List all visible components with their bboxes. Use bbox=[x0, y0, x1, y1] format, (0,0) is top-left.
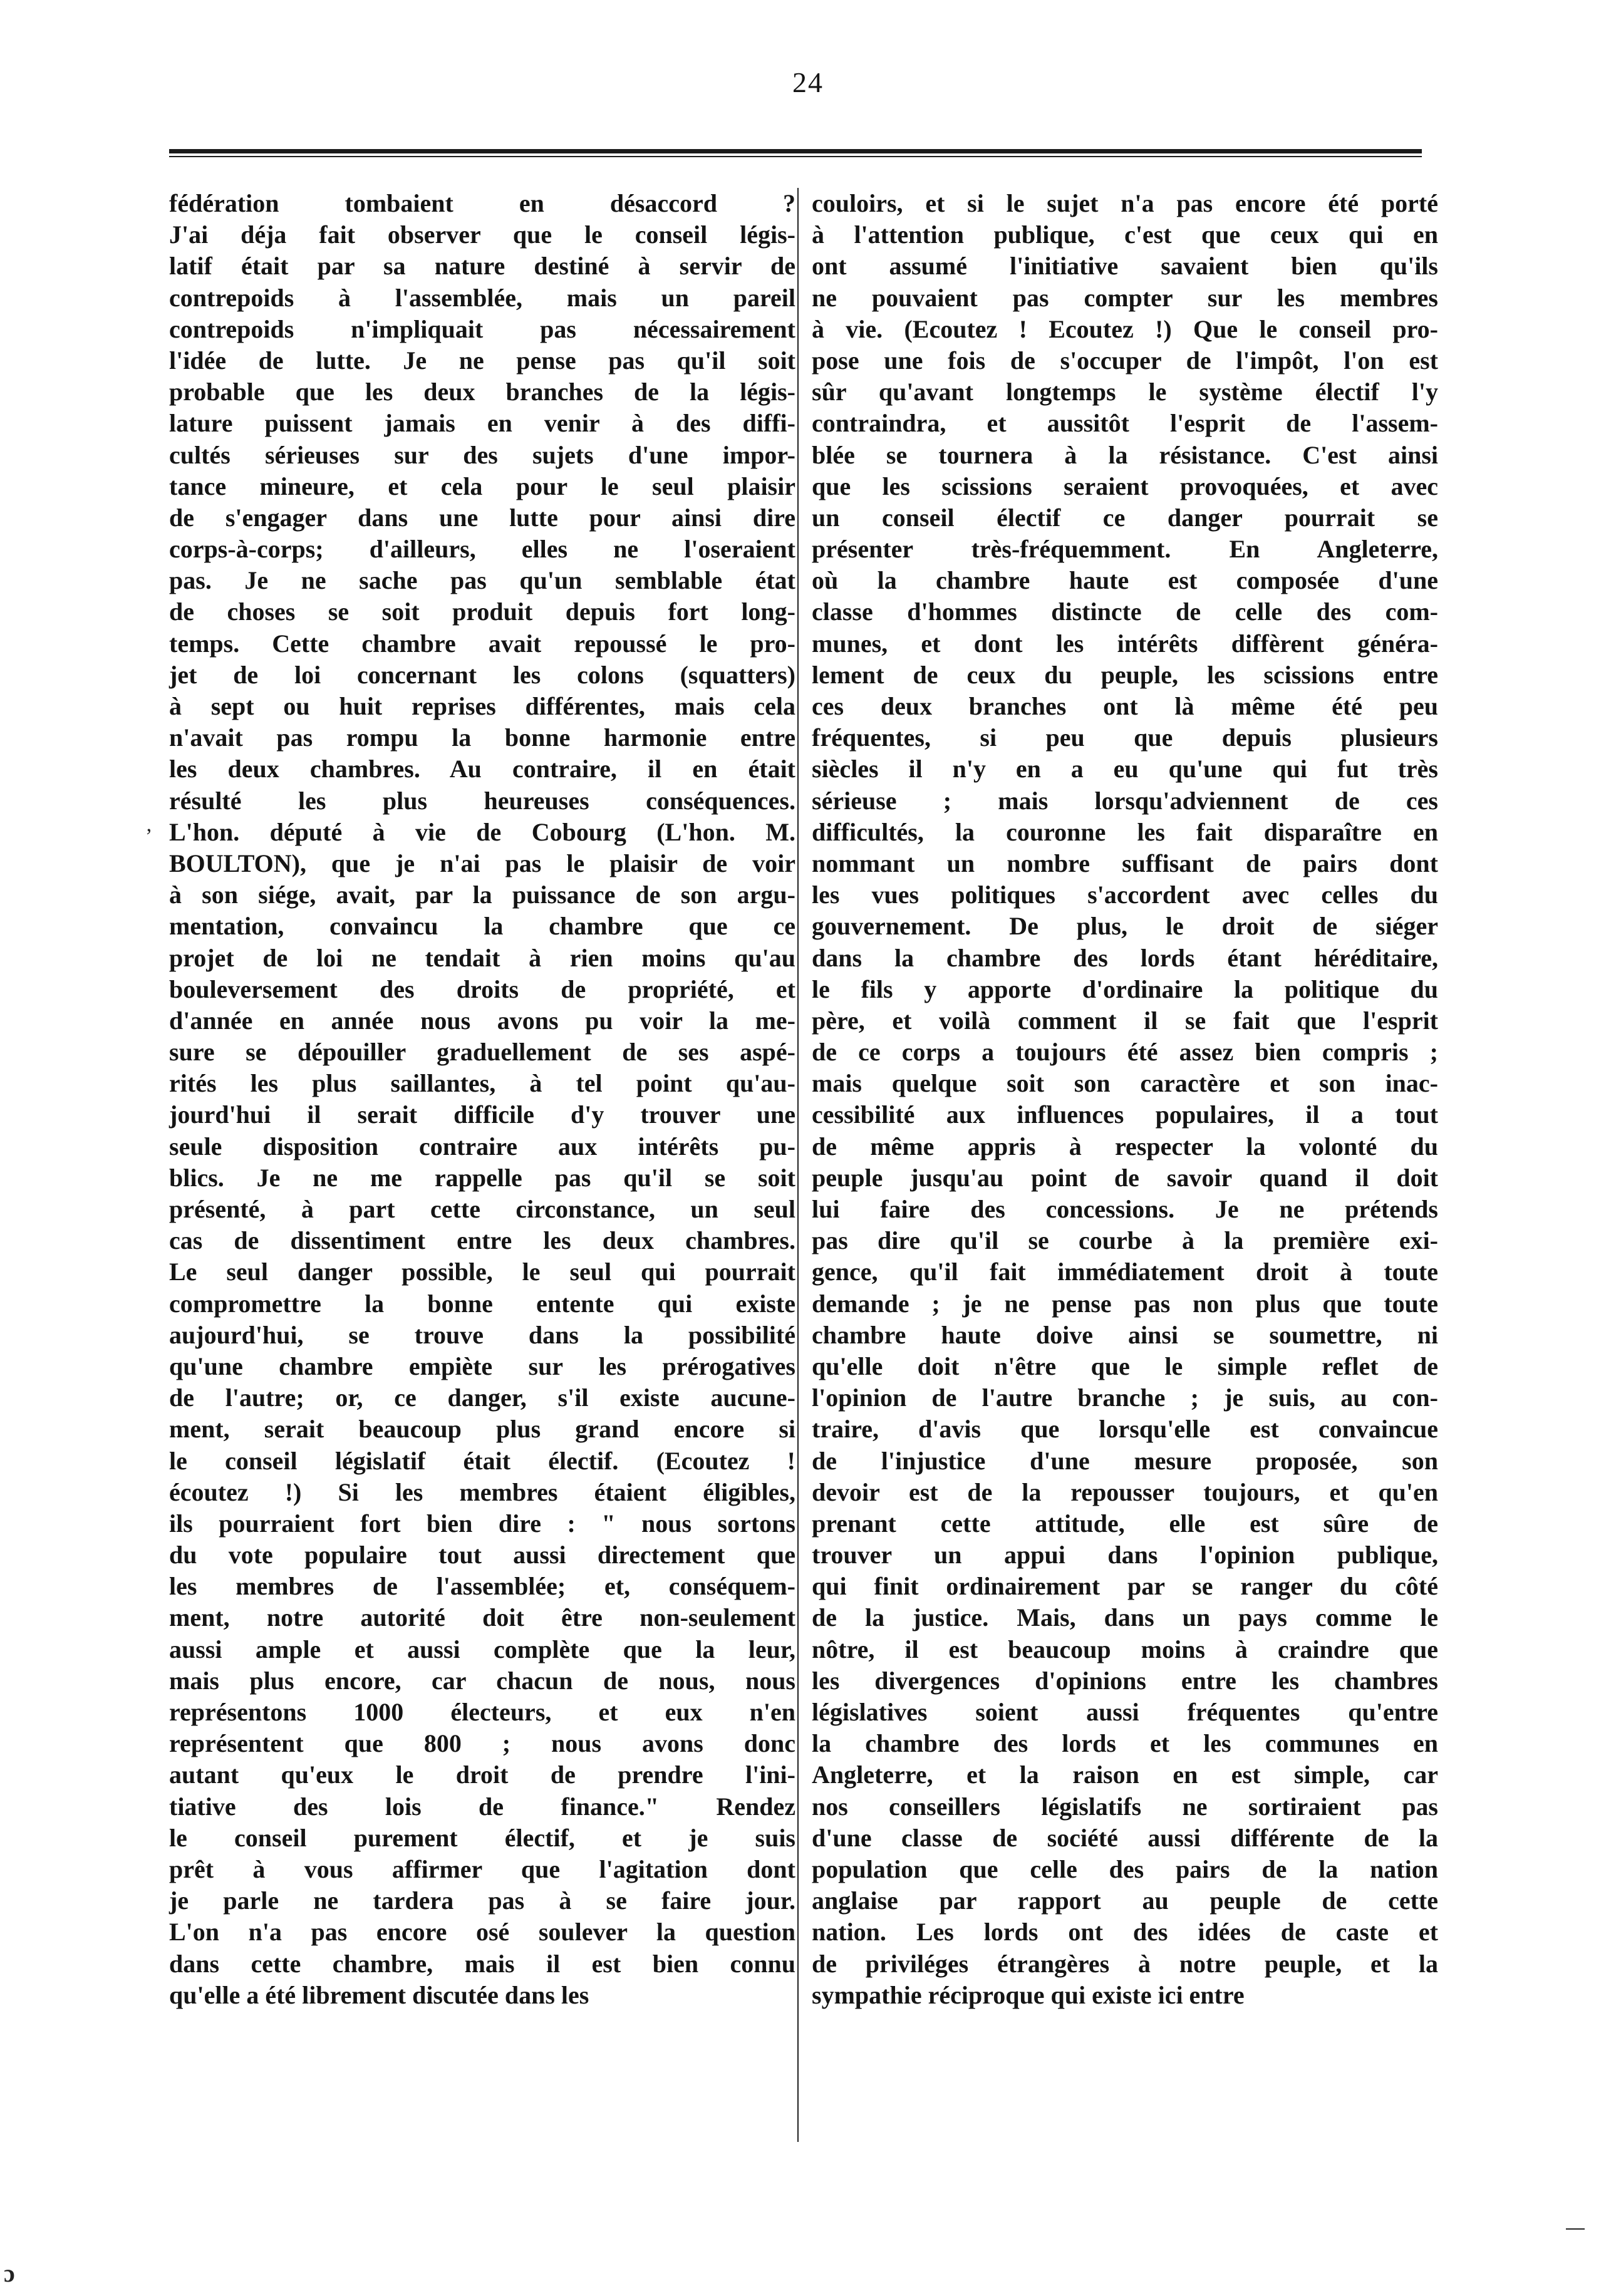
text-line: blics. Je ne me rappelle pas qu'il se soit bbox=[169, 1163, 795, 1192]
text-line: aussi ample et aussi complète que la leur, bbox=[169, 1635, 795, 1663]
text-line: l'opinion de l'autre branche ; je suis, au con- bbox=[812, 1383, 1438, 1412]
text-line: ont assumé l'initiative savaient bien qu'ils bbox=[812, 252, 1438, 281]
text-line: prêt à vous affirmer que l'agitation dont bbox=[169, 1854, 795, 1883]
text-line: traire, d'avis que lorsqu'elle est convaincue bbox=[812, 1415, 1438, 1444]
text-line: la chambre des lords et les communes en bbox=[812, 1729, 1438, 1758]
text-line: présenter très-fréquemment. En Angleterre, bbox=[812, 535, 1438, 564]
text-line: gence, qu'il fait immédiatement droit à toute bbox=[812, 1258, 1438, 1286]
text-line: n'avait pas rompu la bonne harmonie entre bbox=[169, 723, 795, 752]
text-line: à son siége, avait, par la puissance de son argu- bbox=[169, 881, 795, 909]
text-line: présenté, à part cette circonstance, un seul bbox=[169, 1195, 795, 1223]
text-line: ne pouvaient pas compter sur les membres bbox=[812, 283, 1438, 312]
text-line: gouvernement. De plus, le droit de siéger bbox=[812, 912, 1438, 941]
text-line: projet de loi ne tendait à rien moins qu'au bbox=[169, 943, 795, 972]
page-number: 24 bbox=[792, 66, 824, 98]
text-line: les divergences d'opinions entre les chambres bbox=[812, 1666, 1438, 1695]
text-line: de choses se soit produit depuis fort long- bbox=[169, 597, 795, 626]
text-line: L'on n'a pas encore osé soulever la question bbox=[169, 1918, 795, 1947]
text-line: résulté les plus heureuses conséquences. bbox=[169, 786, 795, 815]
text-line: pas. Je ne sache pas qu'un semblable état bbox=[169, 566, 795, 595]
text-line: compromettre la bonne entente qui existe bbox=[169, 1289, 795, 1318]
text-line: lement de ceux du peuple, les scissions entre bbox=[812, 660, 1438, 689]
text-line: jourd'hui il serait difficile d'y trouver une bbox=[169, 1100, 795, 1129]
text-line: de l'autre; or, ce danger, s'il existe aucune- bbox=[169, 1383, 795, 1412]
text-line: législatives soient aussi fréquentes qu'entre bbox=[812, 1698, 1438, 1726]
text-line: mentation, convaincu la chambre que ce bbox=[169, 912, 795, 941]
text-line: fréquentes, si peu que depuis plusieurs bbox=[812, 723, 1438, 752]
text-line: mais quelque soit son caractère et son inac- bbox=[812, 1069, 1438, 1098]
text-line: dans la chambre des lords étant héréditaire, bbox=[812, 943, 1438, 972]
text-line: qu'elle doit n'être que le simple reflet de bbox=[812, 1352, 1438, 1380]
text-line: aujourd'hui, se trouve dans la possibilité bbox=[169, 1320, 795, 1349]
text-line: père, et voilà comment il se fait que l'esprit bbox=[812, 1006, 1438, 1035]
text-line: J'ai déja fait observer que le conseil légis- bbox=[169, 220, 795, 249]
text-line: cas de dissentiment entre les deux chambres. bbox=[169, 1226, 795, 1255]
text-line: qu'elle a été librement discutée dans les bbox=[169, 1980, 589, 2009]
text-line: contrepoids n'impliquait pas nécessairement bbox=[169, 314, 795, 343]
text-line: écoutez !) Si les membres étaient éligibles, bbox=[169, 1477, 795, 1506]
text-line: à l'attention publique, c'est que ceux qui en bbox=[812, 220, 1438, 249]
text-line: représentons 1000 électeurs, et eux n'en bbox=[169, 1698, 795, 1726]
margin-tick-mark: ‚ bbox=[145, 813, 153, 836]
text-line: à sept ou huit reprises différentes, mais cela bbox=[169, 692, 795, 720]
text-line: nation. Les lords ont des idées de caste et bbox=[812, 1918, 1438, 1947]
text-line: de ce corps a toujours été assez bien compris ; bbox=[812, 1038, 1438, 1067]
text-line: prenant cette attitude, elle est sûre de bbox=[812, 1509, 1438, 1538]
text-line: lui faire des concessions. Je ne prétends bbox=[812, 1195, 1438, 1223]
text-line: le conseil purement électif, et je suis bbox=[169, 1823, 795, 1852]
text-line: pas dire qu'il se courbe à la première exi- bbox=[812, 1226, 1438, 1255]
text-line: ces deux branches ont là même été peu bbox=[812, 692, 1438, 720]
text-line: de la justice. Mais, dans un pays comme le bbox=[812, 1603, 1438, 1632]
text-line: d'une classe de société aussi différente de la bbox=[812, 1823, 1438, 1852]
text-line: ils pourraient fort bien dire : " nous sortons bbox=[169, 1509, 795, 1538]
right-column bbox=[812, 188, 1438, 2011]
text-line: population que celle des pairs de la nation bbox=[812, 1854, 1438, 1883]
text-line: où la chambre haute est composée d'une bbox=[812, 566, 1438, 595]
text-line: de priviléges étrangères à notre peuple, et la bbox=[812, 1949, 1438, 1978]
text-line: ment, serait beaucoup plus grand encore si bbox=[169, 1415, 795, 1444]
text-line: de s'engager dans une lutte pour ainsi dire bbox=[169, 503, 795, 532]
text-line: corps-à-corps; d'ailleurs, elles ne l'oseraient bbox=[169, 535, 795, 564]
text-line: Le seul danger possible, le seul qui pourrait bbox=[169, 1258, 795, 1286]
text-line: tance mineure, et cela pour le seul plaisir bbox=[169, 472, 795, 500]
text-line: demande ; je ne pense pas non plus que toute bbox=[812, 1289, 1438, 1318]
text-line: qui finit ordinairement par se ranger du côté bbox=[812, 1572, 1438, 1601]
text-line: contrepoids à l'assemblée, mais un pareil bbox=[169, 283, 795, 312]
text-line: couloirs, et si le sujet n'a pas encore été porté bbox=[812, 189, 1438, 217]
text-line: nommant un nombre suffisant de pairs dont bbox=[812, 849, 1438, 877]
text-line: dans cette chambre, mais il est bien connu bbox=[169, 1949, 795, 1978]
left-column bbox=[169, 188, 795, 2011]
text-line: cultés sérieuses sur des sujets d'une impor- bbox=[169, 440, 795, 469]
text-line: nos conseillers législatifs ne sortiraient pas bbox=[812, 1792, 1438, 1821]
text-line: de l'injustice d'une mesure proposée, son bbox=[812, 1446, 1438, 1475]
text-line: sure se dépouiller graduellement de ses aspé- bbox=[169, 1038, 795, 1067]
text-line: pose une fois de s'occuper de l'impôt, l'on est bbox=[812, 346, 1438, 375]
text-line: le fils y apporte d'ordinaire la politique du bbox=[812, 975, 1438, 1003]
text-line: L'hon. député à vie de Cobourg (L'hon. M. bbox=[169, 817, 795, 846]
text-line: temps. Cette chambre avait repoussé le pro- bbox=[169, 629, 795, 658]
text-line: latif était par sa nature destiné à servir de bbox=[169, 252, 795, 281]
text-line: un conseil électif ce danger pourrait se bbox=[812, 503, 1438, 532]
text-line: de même appris à respecter la volonté du bbox=[812, 1132, 1438, 1161]
text-line: ment, notre autorité doit être non-seulement bbox=[169, 1603, 795, 1632]
text-line: chambre haute doive ainsi se soumettre, ni bbox=[812, 1320, 1438, 1349]
text-line: siècles il n'y en a eu qu'une qui fut très bbox=[812, 755, 1438, 783]
text-line: probable que les deux branches de la légis- bbox=[169, 378, 795, 406]
text-line: difficultés, la couronne les fait disparaître en bbox=[812, 817, 1438, 846]
text-line: classe d'hommes distincte de celle des com- bbox=[812, 597, 1438, 626]
text-line: seule disposition contraire aux intérêts pu- bbox=[169, 1132, 795, 1161]
text-line: mais plus encore, car chacun de nous, nous bbox=[169, 1666, 795, 1695]
text-line: les membres de l'assemblée; et, conséquem- bbox=[169, 1572, 795, 1601]
text-line: lature puissent jamais en venir à des diffi- bbox=[169, 409, 795, 438]
text-line: anglaise par rapport au peuple de cette bbox=[812, 1886, 1438, 1915]
text-line: trouver un appui dans l'opinion publique, bbox=[812, 1541, 1438, 1569]
text-line: du vote populaire tout aussi directement que bbox=[169, 1541, 795, 1569]
text-line: BOULTON), que je n'ai pas le plaisir de voir bbox=[169, 849, 795, 877]
text-line: munes, et dont les intérêts diffèrent généra- bbox=[812, 629, 1438, 658]
text-line: cessibilité aux influences populaires, il a tout bbox=[812, 1100, 1438, 1129]
text-line: fédération tombaient en désaccord ? bbox=[169, 189, 795, 217]
margin-corner-mark: ɔ bbox=[4, 2259, 15, 2287]
text-line: à vie. (Ecoutez ! Ecoutez !) Que le conseil pro- bbox=[812, 314, 1438, 343]
text-line: nôtre, il est beaucoup moins à craindre que bbox=[812, 1635, 1438, 1663]
text-line: sérieuse ; mais lorsqu'adviennent de ces bbox=[812, 786, 1438, 815]
text-line: jet de loi concernant les colons (squatters) bbox=[169, 660, 795, 689]
text-line: rités les plus saillantes, à tel point qu'au- bbox=[169, 1069, 795, 1098]
text-line: peuple jusqu'au point de savoir quand il doit bbox=[812, 1163, 1438, 1192]
text-line: les vues politiques s'accordent avec celles du bbox=[812, 881, 1438, 909]
text-line: d'année en année nous avons pu voir la me- bbox=[169, 1006, 795, 1035]
text-line: contraindra, et aussitôt l'esprit de l'assem- bbox=[812, 409, 1438, 438]
text-line: qu'une chambre empiète sur les prérogatives bbox=[169, 1352, 795, 1380]
text-line: tiative des lois de finance." Rendez bbox=[169, 1792, 795, 1821]
text-line: autant qu'eux le droit de prendre l'ini- bbox=[169, 1761, 795, 1789]
text-line: Angleterre, et la raison en est simple, car bbox=[812, 1761, 1438, 1789]
margin-dash-mark bbox=[1566, 2228, 1585, 2230]
text-line: sûr qu'avant longtemps le système électif l'y bbox=[812, 378, 1438, 406]
text-line: devoir est de la repousser toujours, et qu'en bbox=[812, 1477, 1438, 1506]
text-line: blée se tournera à la résistance. C'est ainsi bbox=[812, 440, 1438, 469]
text-line: les deux chambres. Au contraire, il en était bbox=[169, 755, 795, 783]
text-line: sympathie réciproque qui existe ici entre bbox=[812, 1980, 1245, 2009]
column-divider bbox=[797, 188, 799, 2142]
header-rule bbox=[169, 149, 1422, 153]
text-line: je parle ne tardera pas à se faire jour. bbox=[169, 1886, 795, 1915]
text-line: représentent que 800 ; nous avons donc bbox=[169, 1729, 795, 1758]
text-line: bouleversement des droits de propriété, et bbox=[169, 975, 795, 1003]
text-line: que les scissions seraient provoquées, et avec bbox=[812, 472, 1438, 500]
text-line: l'idée de lutte. Je ne pense pas qu'il soit bbox=[169, 346, 795, 375]
text-line: le conseil législatif était électif. (Ecoutez ! bbox=[169, 1446, 795, 1475]
